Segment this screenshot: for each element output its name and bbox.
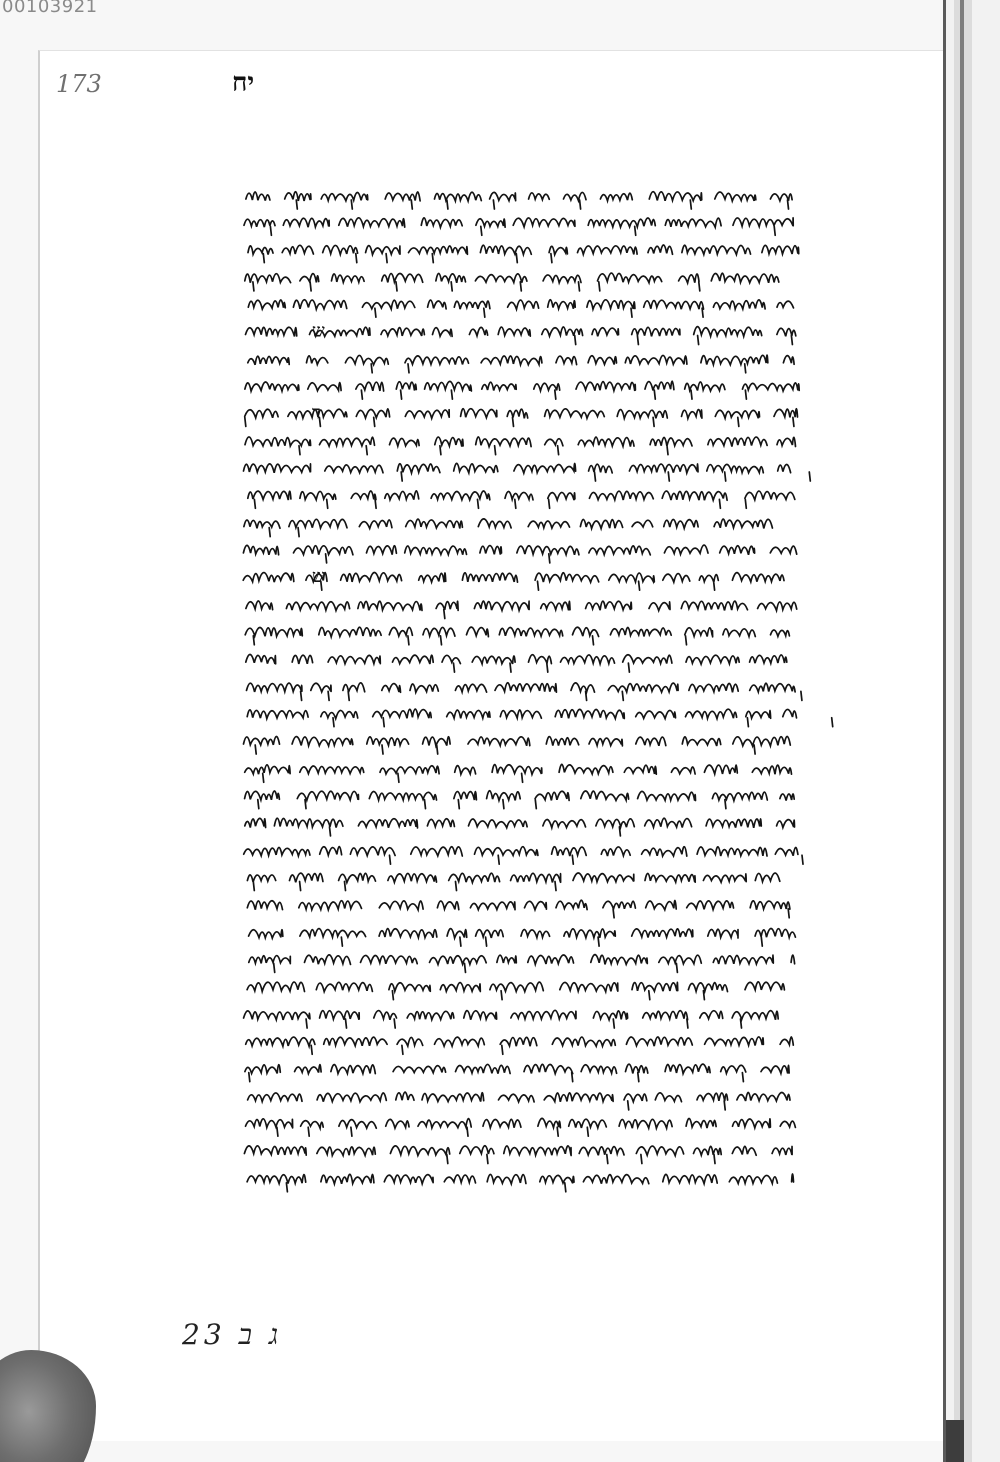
marginal-mark: ד: [312, 402, 321, 424]
text-line: [246, 601, 797, 618]
handwriting-stroke: [245, 818, 795, 836]
handwriting-stroke: [245, 1064, 789, 1081]
text-line: [244, 847, 803, 865]
text-line: [246, 1118, 796, 1136]
text-line: [245, 1064, 789, 1081]
handwriting-stroke: [245, 409, 798, 427]
handwriting-stroke: [244, 1010, 779, 1028]
text-line: [246, 192, 792, 209]
handwriting-stroke: [245, 381, 799, 399]
text-line: [244, 1010, 779, 1028]
hebrew-page-marker: יח: [232, 68, 255, 98]
handwriting-stroke: [246, 601, 797, 618]
text-line: [246, 1037, 794, 1054]
text-line: [245, 381, 799, 399]
text-line: [245, 409, 798, 427]
handwriting-stroke: [246, 327, 796, 345]
text-line: [245, 627, 789, 645]
handwriting-stroke: [243, 545, 796, 563]
text-line: [245, 818, 795, 836]
text-line: [244, 519, 773, 537]
handwriting-stroke: [245, 627, 789, 645]
handwriting-stroke: [249, 929, 796, 947]
handwriting-stroke: [244, 736, 791, 754]
handwriting-stroke: [245, 437, 796, 455]
text-line: [248, 300, 793, 318]
text-line: [245, 273, 779, 291]
handwriting-stroke: [245, 791, 795, 809]
text-line: [247, 1174, 793, 1192]
text-line: [247, 683, 802, 701]
text-line: [248, 1092, 790, 1110]
handwriting-stroke: [244, 463, 811, 481]
text-line: [244, 736, 791, 754]
handwriting-stroke: [247, 873, 779, 891]
handwriting-stroke: [244, 847, 803, 865]
text-line: [246, 655, 787, 673]
text-line: [249, 955, 795, 973]
handwriting-stroke: [246, 192, 792, 209]
text-line: [249, 929, 796, 947]
text-line: [245, 437, 796, 455]
folio-number: 173: [56, 70, 102, 98]
handwriting-stroke: [247, 709, 833, 727]
handwriting-stroke: [246, 655, 787, 673]
text-line: [245, 764, 792, 782]
bottom-signature: 23 ג ב: [182, 1318, 283, 1351]
text-line: [243, 545, 796, 563]
text-line: [248, 245, 799, 263]
handwriting-stroke: [247, 683, 802, 701]
text-line: [244, 218, 793, 236]
text-line: [247, 900, 790, 918]
text-line: [248, 491, 795, 508]
handwriting-stroke: [247, 982, 784, 1000]
handwriting-stroke: [248, 245, 799, 263]
marginal-mark: ש: [312, 320, 325, 342]
handwriting-stroke: [244, 218, 793, 236]
text-line: [247, 709, 833, 727]
handwriting-stroke: [247, 1174, 793, 1192]
marginal-mark: ש: [312, 566, 325, 588]
handwriting-stroke: [245, 273, 779, 291]
handwriting-stroke: [248, 355, 794, 373]
text-line: [245, 791, 795, 809]
handwriting-stroke: [248, 300, 793, 318]
text-line: [247, 873, 779, 891]
handwriting-stroke: [244, 519, 773, 537]
text-line: [244, 463, 811, 481]
handwriting-stroke: [246, 1037, 794, 1054]
scan-id-label: 00103921: [2, 0, 98, 17]
handwriting-stroke: [247, 900, 790, 918]
handwriting-stroke: [248, 1092, 790, 1110]
handwriting-stroke: [246, 1118, 796, 1136]
handwriting-stroke: [248, 491, 795, 508]
text-line: [248, 355, 794, 373]
text-line: [244, 1146, 792, 1164]
handwriting-stroke: [249, 955, 795, 973]
text-line: [247, 982, 784, 1000]
handwriting-stroke: [245, 764, 792, 782]
handwriting-stroke: [244, 1146, 792, 1164]
text-line: [246, 327, 796, 345]
